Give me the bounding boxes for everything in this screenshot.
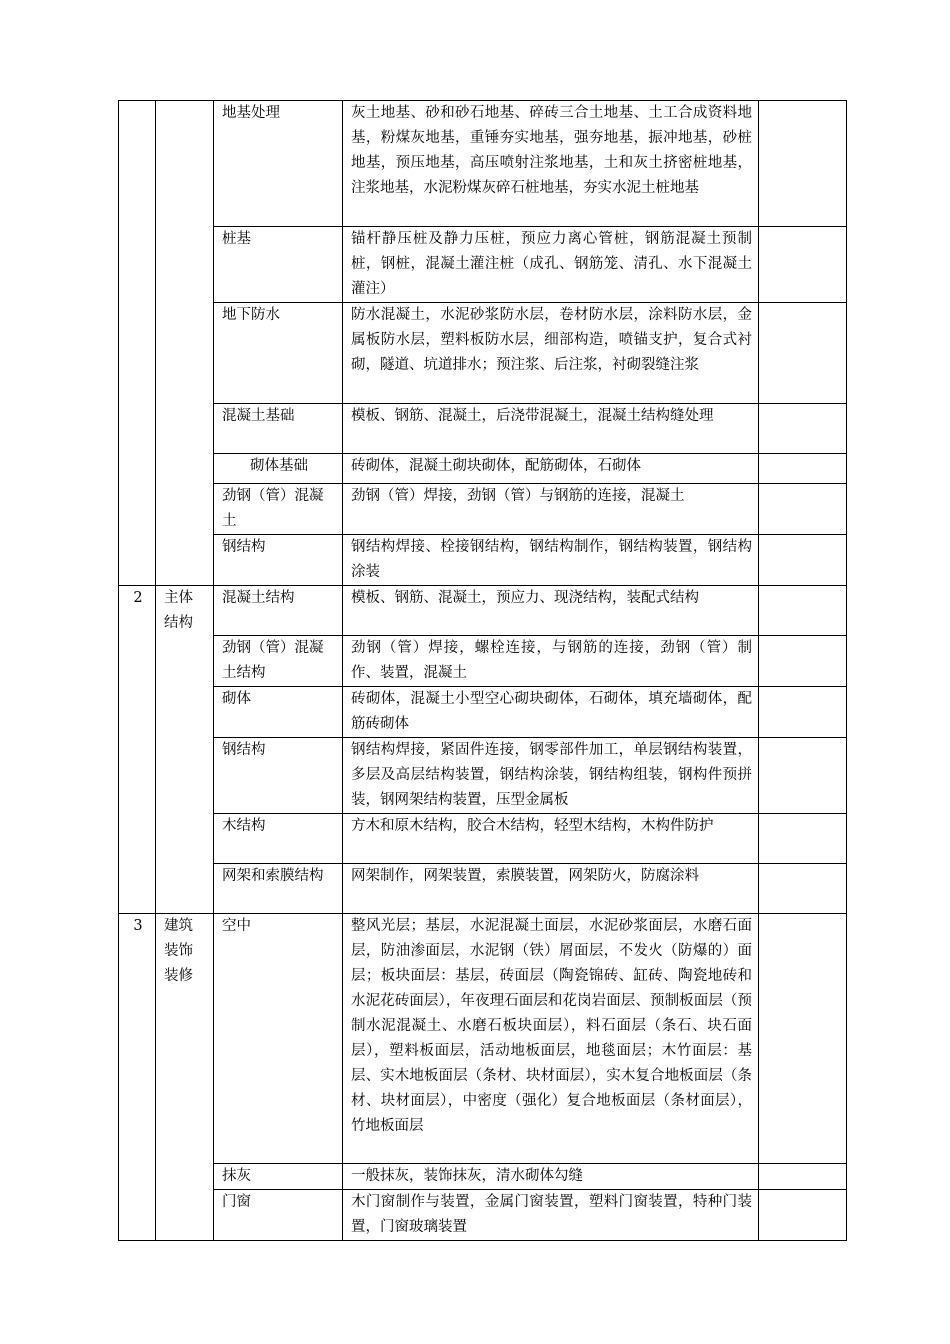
table-row xyxy=(119,687,847,738)
table-row xyxy=(119,101,847,227)
table-row xyxy=(119,586,847,636)
table-row xyxy=(119,535,847,586)
subdivision-cell: 劲钢（管）混凝土 xyxy=(214,484,343,535)
remark-cell xyxy=(759,303,847,404)
table-row xyxy=(119,864,847,914)
table-row xyxy=(119,914,847,1164)
subdivision-cell: 门窗 xyxy=(214,1190,343,1241)
remark-cell xyxy=(759,636,847,687)
remark-cell xyxy=(759,864,847,914)
table-row xyxy=(119,1190,847,1241)
subitem-description-cell: 劲钢（管）焊接，螺栓连接，与钢筋的连接，劲钢（管）制作、装置，混凝土 xyxy=(343,636,759,687)
subitem-description-cell: 一般抹灰，装饰抹灰，清水砌体勾缝 xyxy=(343,1164,759,1190)
subdivision-cell: 地基处理 xyxy=(214,101,343,227)
table-row xyxy=(119,738,847,814)
subitem-description-cell: 方木和原木结构，胶合木结构，轻型木结构，木构件防护 xyxy=(343,814,759,864)
remark-cell xyxy=(759,454,847,484)
item-number-cell: 3 xyxy=(119,914,156,1241)
table-row xyxy=(119,1164,847,1190)
remark-cell xyxy=(759,738,847,814)
remark-cell xyxy=(759,586,847,636)
table-row xyxy=(119,484,847,535)
subitem-description-cell: 模板、钢筋、混凝土，预应力、现浇结构，装配式结构 xyxy=(343,586,759,636)
subdivision-cell: 劲钢（管）混凝土结构 xyxy=(214,636,343,687)
remark-cell xyxy=(759,101,847,227)
subitem-description-cell: 锚杆静压桩及静力压桩，预应力离心管桩，钢筋混凝土预制桩，钢桩，混凝土灌注桩（成孔、钢筋笼、清孔、水下混凝土灌注） xyxy=(343,227,759,303)
subdivision-cell: 钢结构 xyxy=(214,738,343,814)
remark-cell xyxy=(759,227,847,303)
subdivision-cell: 砌体基础 xyxy=(214,454,343,484)
table-row xyxy=(119,404,847,454)
subitem-description-cell: 砖砌体，混凝土砌块砌体，配筋砌体，石砌体 xyxy=(343,454,759,484)
subitem-description-cell: 防水混凝土，水泥砂浆防水层，卷材防水层，涂料防水层，金属板防水层，塑料板防水层，细部构造，喷锚支护，复合式衬砌，隧道、坑道排水；预注浆、后注浆，衬砌裂缝注浆 xyxy=(343,303,759,404)
subdivision-cell: 空中 xyxy=(214,914,343,1164)
subitem-description-cell: 钢结构焊接，紧固件连接，钢零部件加工，单层钢结构装置，多层及高层结构装置，钢结构涂装，钢结构组装，钢构件预拼装，钢网架结构装置，压型金属板 xyxy=(343,738,759,814)
remark-cell xyxy=(759,404,847,454)
subitem-description-cell: 灰土地基、砂和砂石地基、碎砖三合土地基、土工合成资料地基，粉煤灰地基，重锤夯实地基，强夯地基，振冲地基，砂桩地基，预压地基，高压喷射注浆地基，土和灰土挤密桩地基，注浆地基，水泥粉煤灰碎石桩地基，夯实水泥土桩地基 xyxy=(343,101,759,227)
subitem-description-cell: 木门窗制作与装置，金属门窗装置，塑料门窗装置，特种门装置，门窗玻璃装置 xyxy=(343,1190,759,1241)
remark-cell xyxy=(759,1164,847,1190)
subdivision-cell: 混凝土结构 xyxy=(214,586,343,636)
subdivision-cell: 地下防水 xyxy=(214,303,343,404)
subdivision-cell: 木结构 xyxy=(214,814,343,864)
remark-cell xyxy=(759,814,847,864)
subitem-description-cell: 网架制作，网架装置，索膜装置，网架防火，防腐涂料 xyxy=(343,864,759,914)
table-row xyxy=(119,636,847,687)
table-row xyxy=(119,227,847,303)
subitem-description-cell: 劲钢（管）焊接，劲钢（管）与钢筋的连接，混凝土 xyxy=(343,484,759,535)
table-row xyxy=(119,814,847,864)
subdivision-cell: 混凝土基础 xyxy=(214,404,343,454)
remark-cell xyxy=(759,914,847,1164)
subdivision-cell: 钢结构 xyxy=(214,535,343,586)
remark-cell xyxy=(759,535,847,586)
item-number-cell xyxy=(119,101,156,586)
subdivision-cell: 砌体 xyxy=(214,687,343,738)
subitem-description-cell: 砖砌体，混凝土小型空心砌块砌体，石砌体，填充墙砌体，配筋砖砌体 xyxy=(343,687,759,738)
subitem-description-cell: 模板、钢筋、混凝土，后浇带混凝土，混凝土结构缝处理 xyxy=(343,404,759,454)
remark-cell xyxy=(759,687,847,738)
table-row xyxy=(119,454,847,484)
division-name-cell xyxy=(156,101,214,586)
division-name-cell: 主体结构 xyxy=(156,586,214,914)
table-row xyxy=(119,303,847,404)
division-name-cell: 建筑装饰装修 xyxy=(156,914,214,1241)
subitem-description-cell: 钢结构焊接、栓接钢结构，钢结构制作，钢结构装置，钢结构涂装 xyxy=(343,535,759,586)
item-number-cell: 2 xyxy=(119,586,156,914)
subdivision-cell: 网架和索膜结构 xyxy=(214,864,343,914)
subdivision-cell: 抹灰 xyxy=(214,1164,343,1190)
remark-cell xyxy=(759,1190,847,1241)
subitem-description-cell: 整风光层；基层，水泥混凝土面层，水泥砂浆面层，水磨石面层，防油渗面层，水泥钢（铁）屑面层，不发火（防爆的）面层；板块面层：基层，砖面层（陶瓷锦砖、缸砖、陶瓷地砖和水泥花砖面层），年夜理石面层和花岗岩面层、预制板面层（预制水泥混凝土、水磨石板块面层），料石面层（条石、块石面层），塑料板面层，活动地板面层，地毯面层；木竹面层：基层、实木地板面层（条材、块材面层），实木复合地板面层（条材、块材面层），中密度（强化）复合地板面层（条材面层），竹地板面层 xyxy=(343,914,759,1164)
remark-cell xyxy=(759,484,847,535)
construction-items-table xyxy=(118,100,847,1241)
subdivision-cell: 桩基 xyxy=(214,227,343,303)
